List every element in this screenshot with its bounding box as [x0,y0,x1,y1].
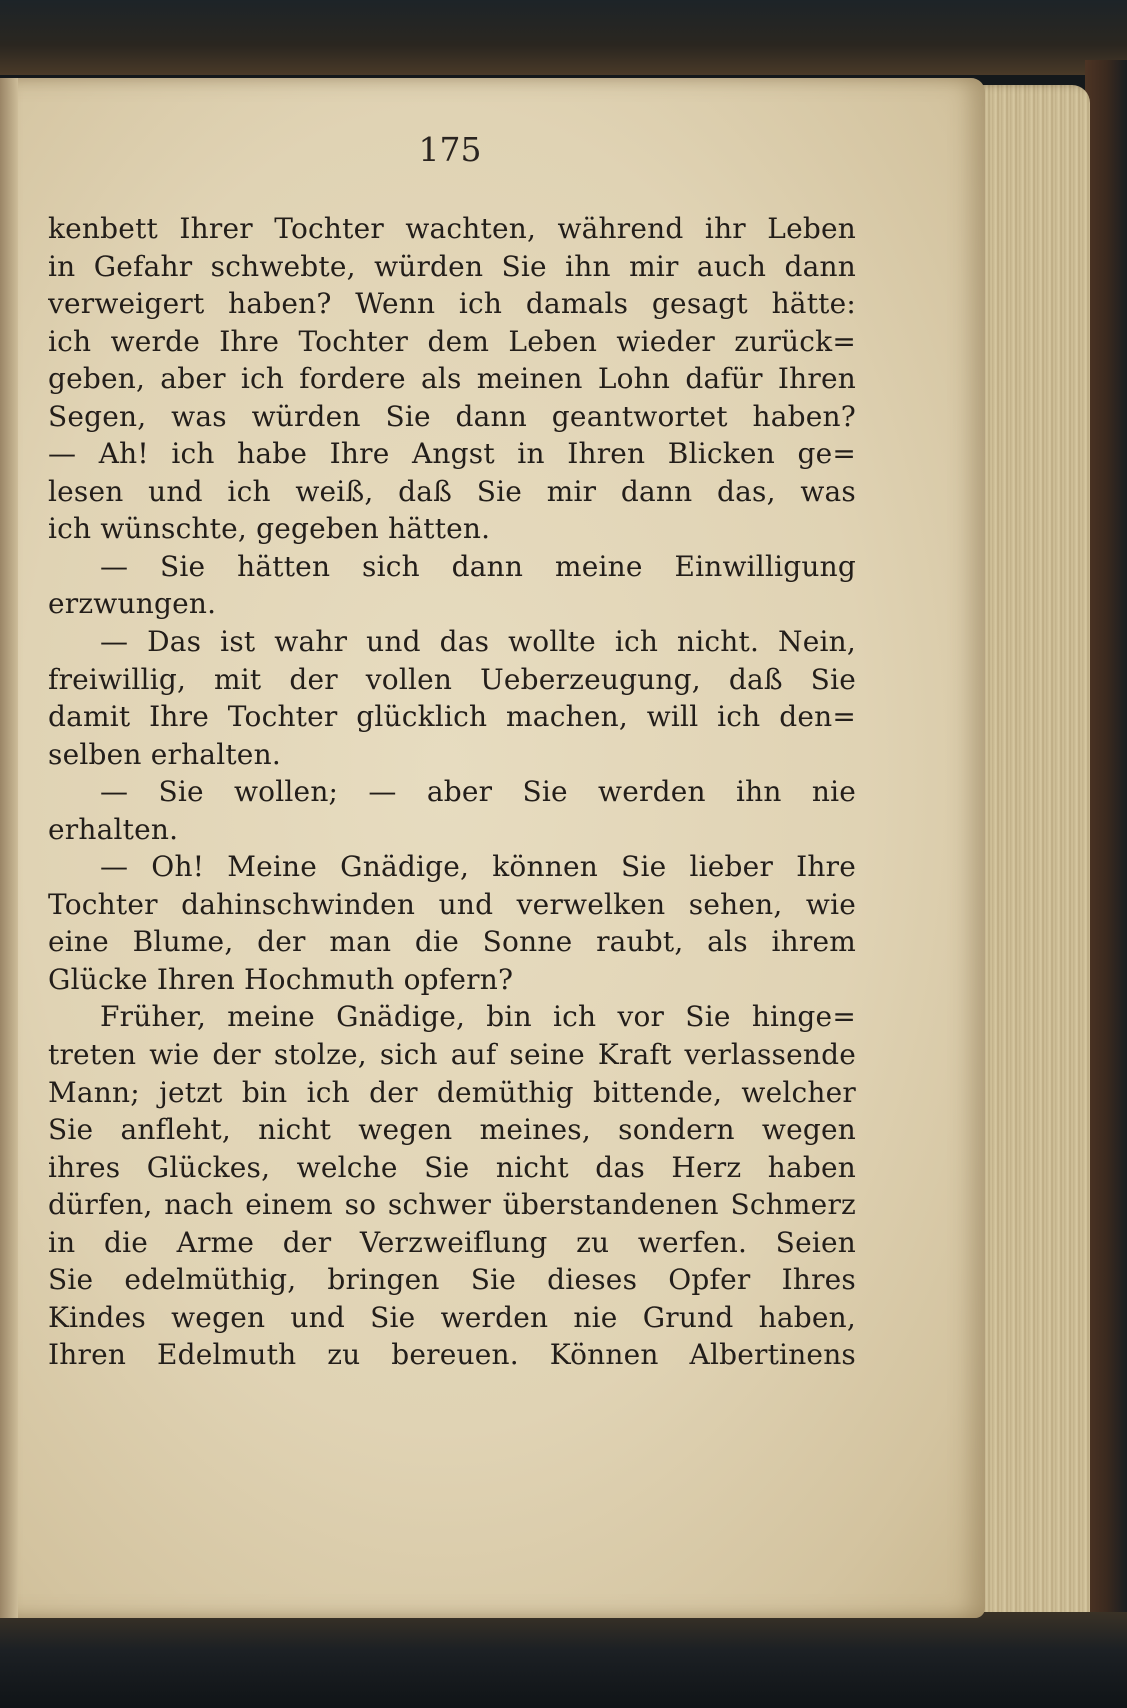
text-line: — Das ist wahr und das wollte ich nicht. Nein, [100,625,856,659]
text-line: — Ah! ich habe Ihre Angst in Ihren Blicken ge= [48,437,856,471]
text-line: in die Arme der Verzweiflung zu werfen. Seien [48,1225,856,1259]
text-line: damit Ihre Tochter glücklich machen, will ich den= [48,700,856,734]
book-cover-bottom [0,1612,1127,1708]
text-line: Glücke Ihren Hochmuth opfern? [48,962,514,996]
page-number: 175 [418,130,482,169]
text-line: eine Blume, der man die Sonne raubt, als ihrem [48,925,856,959]
text-line: — Sie wollen; — aber Sie werden ihn nie [100,775,856,809]
book-cover-top [0,0,1127,75]
text-line: ich werde Ihre Tochter dem Leben wieder zurück= [48,324,856,358]
text-line: Segen, was würden Sie dann geantwortet haben? [48,399,856,433]
page-edges [975,85,1090,1630]
text-line: Sie edelmüthig, bringen Sie dieses Opfer Ihres [48,1263,856,1297]
text-line: geben, aber ich fordere als meinen Lohn dafür Ihren [48,362,856,396]
text-line: treten wie der stolze, sich auf seine Kraft verlassende [48,1038,856,1072]
text-line: dürfen, nach einem so schwer überstandenen Schmerz [48,1188,856,1222]
text-line: Sie anfleht, nicht wegen meines, sondern wegen [48,1113,856,1147]
text-line: ihres Glückes, welche Sie nicht das Herz haben [48,1150,856,1184]
text-line: Mann; jetzt bin ich der demüthig bittende, welcher [48,1075,856,1109]
page-gutter [0,78,18,1618]
text-line: Früher, meine Gnädige, bin ich vor Sie hinge= [100,1000,856,1034]
text-line: verweigert haben? Wenn ich damals gesagt hätte: [48,287,856,321]
text-line: selben erhalten. [48,737,281,771]
text-line: Kindes wegen und Sie werden nie Grund haben, [48,1300,856,1334]
text-line: Tochter dahinschwinden und verwelken sehen, wie [48,887,856,921]
text-line: erzwungen. [48,587,217,621]
text-line: — Sie hätten sich dann meine Einwilligung [100,549,856,583]
text-line: freiwillig, mit der vollen Ueberzeugung, daß Sie [48,662,856,696]
book-cover-right [1085,60,1127,1620]
text-line: ich wünschte, gegeben hätten. [48,512,491,546]
page-body-text [48,210,856,1374]
text-line: erhalten. [48,812,179,846]
text-line: kenbett Ihrer Tochter wachten, während ihr Leben [48,212,856,245]
text-line: — Oh! Meine Gnädige, können Sie lieber Ihre [100,850,856,884]
text-line: Ihren Edelmuth zu bereuen. Können Albertinens [48,1338,856,1372]
text-line: lesen und ich weiß, daß Sie mir dann das, was [48,474,856,508]
text-line: in Gefahr schwebte, würden Sie ihn mir auch dann [48,249,856,283]
